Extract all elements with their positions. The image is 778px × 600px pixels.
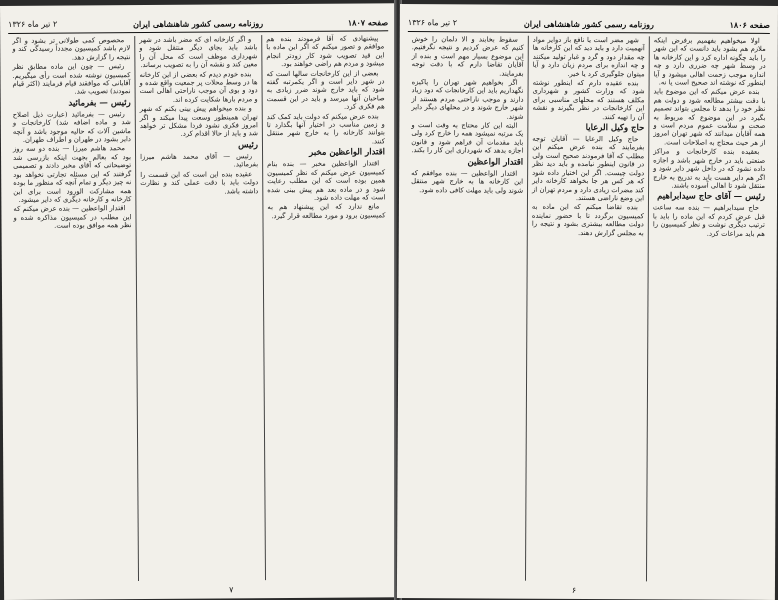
page-header [408, 16, 770, 32]
page-header [8, 15, 388, 32]
text-columns [8, 34, 392, 582]
left-newspaper-page [0, 3, 400, 600]
speaker-heading: اقتدار الواعظین مخبر [309, 147, 386, 159]
page-footer-number: ۷ [229, 585, 234, 595]
paragraph: بنده عقیده دارم که اینطور نوشته شود که وزارت کشور و شهرداری مکلف هستند که محلهای مناسبی برای این کارخانجات در نظر بگیرند و نقشه آن را تهیه کنند. [532, 78, 645, 121]
speaker-heading: رئیس [238, 140, 259, 151]
column-1 [261, 34, 392, 580]
paragraph: و اگر کارخانه ای که مضر باشد در شهر باشد باید بجای دیگر منتقل شود و شهرداری موظف است که محل آن را معین کند و نقشه آن را به تصویب برساند. [139, 35, 258, 70]
speaker-heading: رئیس — آقای حاج سیدابراهیم [657, 191, 766, 203]
paragraph: بنده خودم دیدم که بعضی از این کارخانه ها در وسط محلات پر جمعیت واقع شده و دود و بوی آن موجب ناراحتی اهالی است و مردم بارها شکایت کرده اند. [139, 69, 258, 104]
paragraph: اولا میخواهیم بفهمیم برفرض اینکه ملازم هم بشود باید دانست که این شهر را باید چگونه اداره کرد و این کارخانه ها در وسط شهر چه ضرری دارد و چه اندازه موجب زحمت اهالی میشود و آیا اینطور که نوشته اند صحیح است یا نه. [653, 36, 766, 87]
speaker-heading: اقتدار الواعظین [467, 157, 524, 168]
page-number-label: صفحه ۱۸۰۷ [347, 17, 389, 28]
page-number-label: صفحه ۱۸۰۶ [729, 19, 770, 30]
text-columns [405, 35, 770, 582]
paragraph: و بنده میخواهم پیش بینی بکنم که شهر تهران همینطور وسعت پیدا میکند و اگر امروز فکری نشود فردا مشکل تر خواهد شد و باید از حالا اقدام کرد. [139, 104, 258, 139]
paragraph: بعضی از این کارخانجات سالها است که در شهر دایر است و اگر یکمرتبه گفته شود که باید خارج شوند ضرر زیادی به صاحبان آنها میرسد و باید در این قسمت هم فکری کرد. [266, 68, 385, 111]
paragraph: بنده عرض میکنم که این موضوع باید با دقت بیشتر مطالعه شود و دولت هم نظر خود را بدهد تا مجلس بتواند تصمیم بگیرد در این موضوع که مربوط به صحت و سلامت عموم مردم است و همه آقایان میدانند که شهر تهران امروز از هر حیث محتاج به اصلاحات است. [653, 87, 766, 147]
paragraph: البته این کار محتاج به وقت است و یک مرتبه نمیشود همه را خارج کرد ولی باید مقدمات آن فراهم شود و قانون اجازه بدهد که شهرداری این کار را بکند. [411, 121, 524, 155]
column-2 [134, 35, 265, 581]
paragraph: اقتدار الواعظین — بنده موافقم که این کارخانه ها به خارج شهر منتقل شوند ولی باید مهلت کافی داده شود. [411, 168, 524, 195]
paragraph: شهر مضر است یا نافع باز دوایر مواد آنهمیت دارد و باید دید که این کارخانه ها چه مقدار دود و گرد و غبار تولید میکنند و چه اندازه برای مردم زیان دارد و آیا میتوان جلوگیری کرد یا خیر. [532, 35, 645, 78]
paragraph: سقوط بخابند و الا دلمان را خوش کنیم که عرض کردیم و نتیجه نگرفتیم. این موضوع بسیار مهم است و بنده از آقایان تقاضا دارم که با دقت توجه بفرمایند. [411, 35, 524, 78]
issue-date: ۲ تیر ماه ۱۳۲۶ [8, 19, 58, 29]
paragraph: حاج وکیل الرعایا — آقایان توجه بفرمایند که بنده عرض میکنم این مطلب که آقا فرمودند صحیح است ولی در قانون اینطور نیامده و باید دید نظر دولت چیست. اگر این اختیار داده شود که هر کس هر جا بخواهد کارخانه دایر کند مضرات زیادی دارد و مردم تهران از این وضع ناراضی هستند. [532, 134, 645, 203]
paragraph: اگر بخواهیم شهر تهران را پاکیزه نگهداریم باید این کارخانجات که دود زیاد دارند و موجب ناراحتی مردم هستند از شهر خارج شوند و در محلهای دیگر دایر شوند. [411, 78, 524, 121]
paragraph: محمد هاشم میرزا — بنده دو سه روز بود که بعالم بجهت اینکه بازرسی شد توضیحاتی که آقای مخبر دادند و تصمیمی گرفتند که این مسئله تجارتی نخواهد بود نه چیز دیگر و تمام آنچه که منظور ما بوده همه مشارکت الورود است برای این کارخانه و کارخانه دیگری که دایر میشود. [12, 144, 132, 204]
right-newspaper-page [397, 4, 778, 600]
paragraph: بعقیده بنده کارخانجات و مراکز صنعتی باید در خارج شهر باشد و اجازه داده نشود که در داخل شهر دایر شود و اگر هم دایر هست باید به تدریج به خارج منتقل شود تا اهالی آسوده باشند. [653, 147, 766, 190]
paragraph: اقتدار الواعظین — بنده عرض میکنم که این مطلب در کمیسیون مذاکره شده و نظر همه موافق بوده است. [13, 204, 132, 230]
column-1 [646, 36, 770, 582]
paragraph: رئیس — آقای محمد هاشم میرزا بفرمائید. [140, 152, 259, 169]
newspaper-title: روزنامه رسمی کشور شاهنشاهی ایران [523, 18, 654, 30]
paragraph: رئیس — چون این ماده مطابق نظر کمیسیون نوشته شده است رأی میگیریم. آقایانی که موافقند قیام فرمایند (اکثر قیام نمودند) تصویب شد. [12, 62, 131, 96]
newspaper-title: روزنامه رسمی کشور شاهنشاهی ایران [133, 18, 264, 30]
paragraph: بنده تقاضا میکنم که این ماده به کمیسیون برگردد تا با حضور نماینده دولت مطالعه بیشتری بشود و نتیجه را به مجلس گزارش دهند. [531, 203, 644, 237]
paragraph: عقیده بنده این است که این قسمت را دولت باید با دقت عملی کند و نظارت داشته باشد. [140, 169, 259, 195]
column-3 [8, 36, 138, 582]
speaker-heading: رئیس — بفرمائید [68, 97, 131, 109]
column-3 [405, 35, 528, 581]
paragraph: رئیس — بفرمائید (عبارت ذیل اصلاح شد و ماده اضافه شد) کارخانجات و ماشین آلات که حالیه موجود باشد و آنچه دایر بشود در طهران و اطراف طهران. [12, 109, 131, 144]
column-2 [525, 36, 649, 582]
paragraph: اقتدار الواعظین مخبر — بنده بنام کمیسیون عرض میکنم که نظر کمیسیون همین بوده است که این مطلب رعایت شود و در ماده بعد هم پیش بینی شده است که مهلت داده شود. [267, 159, 386, 202]
page-footer-number: ۶ [571, 585, 577, 595]
paragraph: محصوص کمی طولانی تر بشود و اگر لازم باشد کمیسیون مجدداً رسیدگی کند و نتیجه را گزارش دهد. [12, 36, 131, 62]
paragraph: حاج سیدابراهیم — بنده سه ساعت قبل عرض کردم که این ماده را باید با ترتیب دیگری نوشت و نظر کمیسیون را هم باید مراعات کرد. [652, 203, 765, 238]
paragraph: مانع ندارد که این پیشنهاد هم به کمیسیون برود و مورد مطالعه قرار گیرد. [267, 202, 386, 220]
paragraph: پیشنهادی که آقا فرمودند بنده هم موافقم و تصور میکنم که اگر این ماده با این قید تصویب شود کار زودتر انجام میشود و مردم هم راضی خواهند بود. [266, 34, 385, 69]
issue-date: ۲ تیر ماه ۱۳۲۶ [407, 18, 458, 28]
speaker-heading: حاج وکیل الرعایا [585, 123, 645, 134]
paragraph: بنده عرض میکنم که دولت باید کمک کند و زمین مناسب در اختیار آنها بگذارد تا بتوانند کارخانه را به خارج شهر منتقل کنند. [266, 112, 385, 146]
